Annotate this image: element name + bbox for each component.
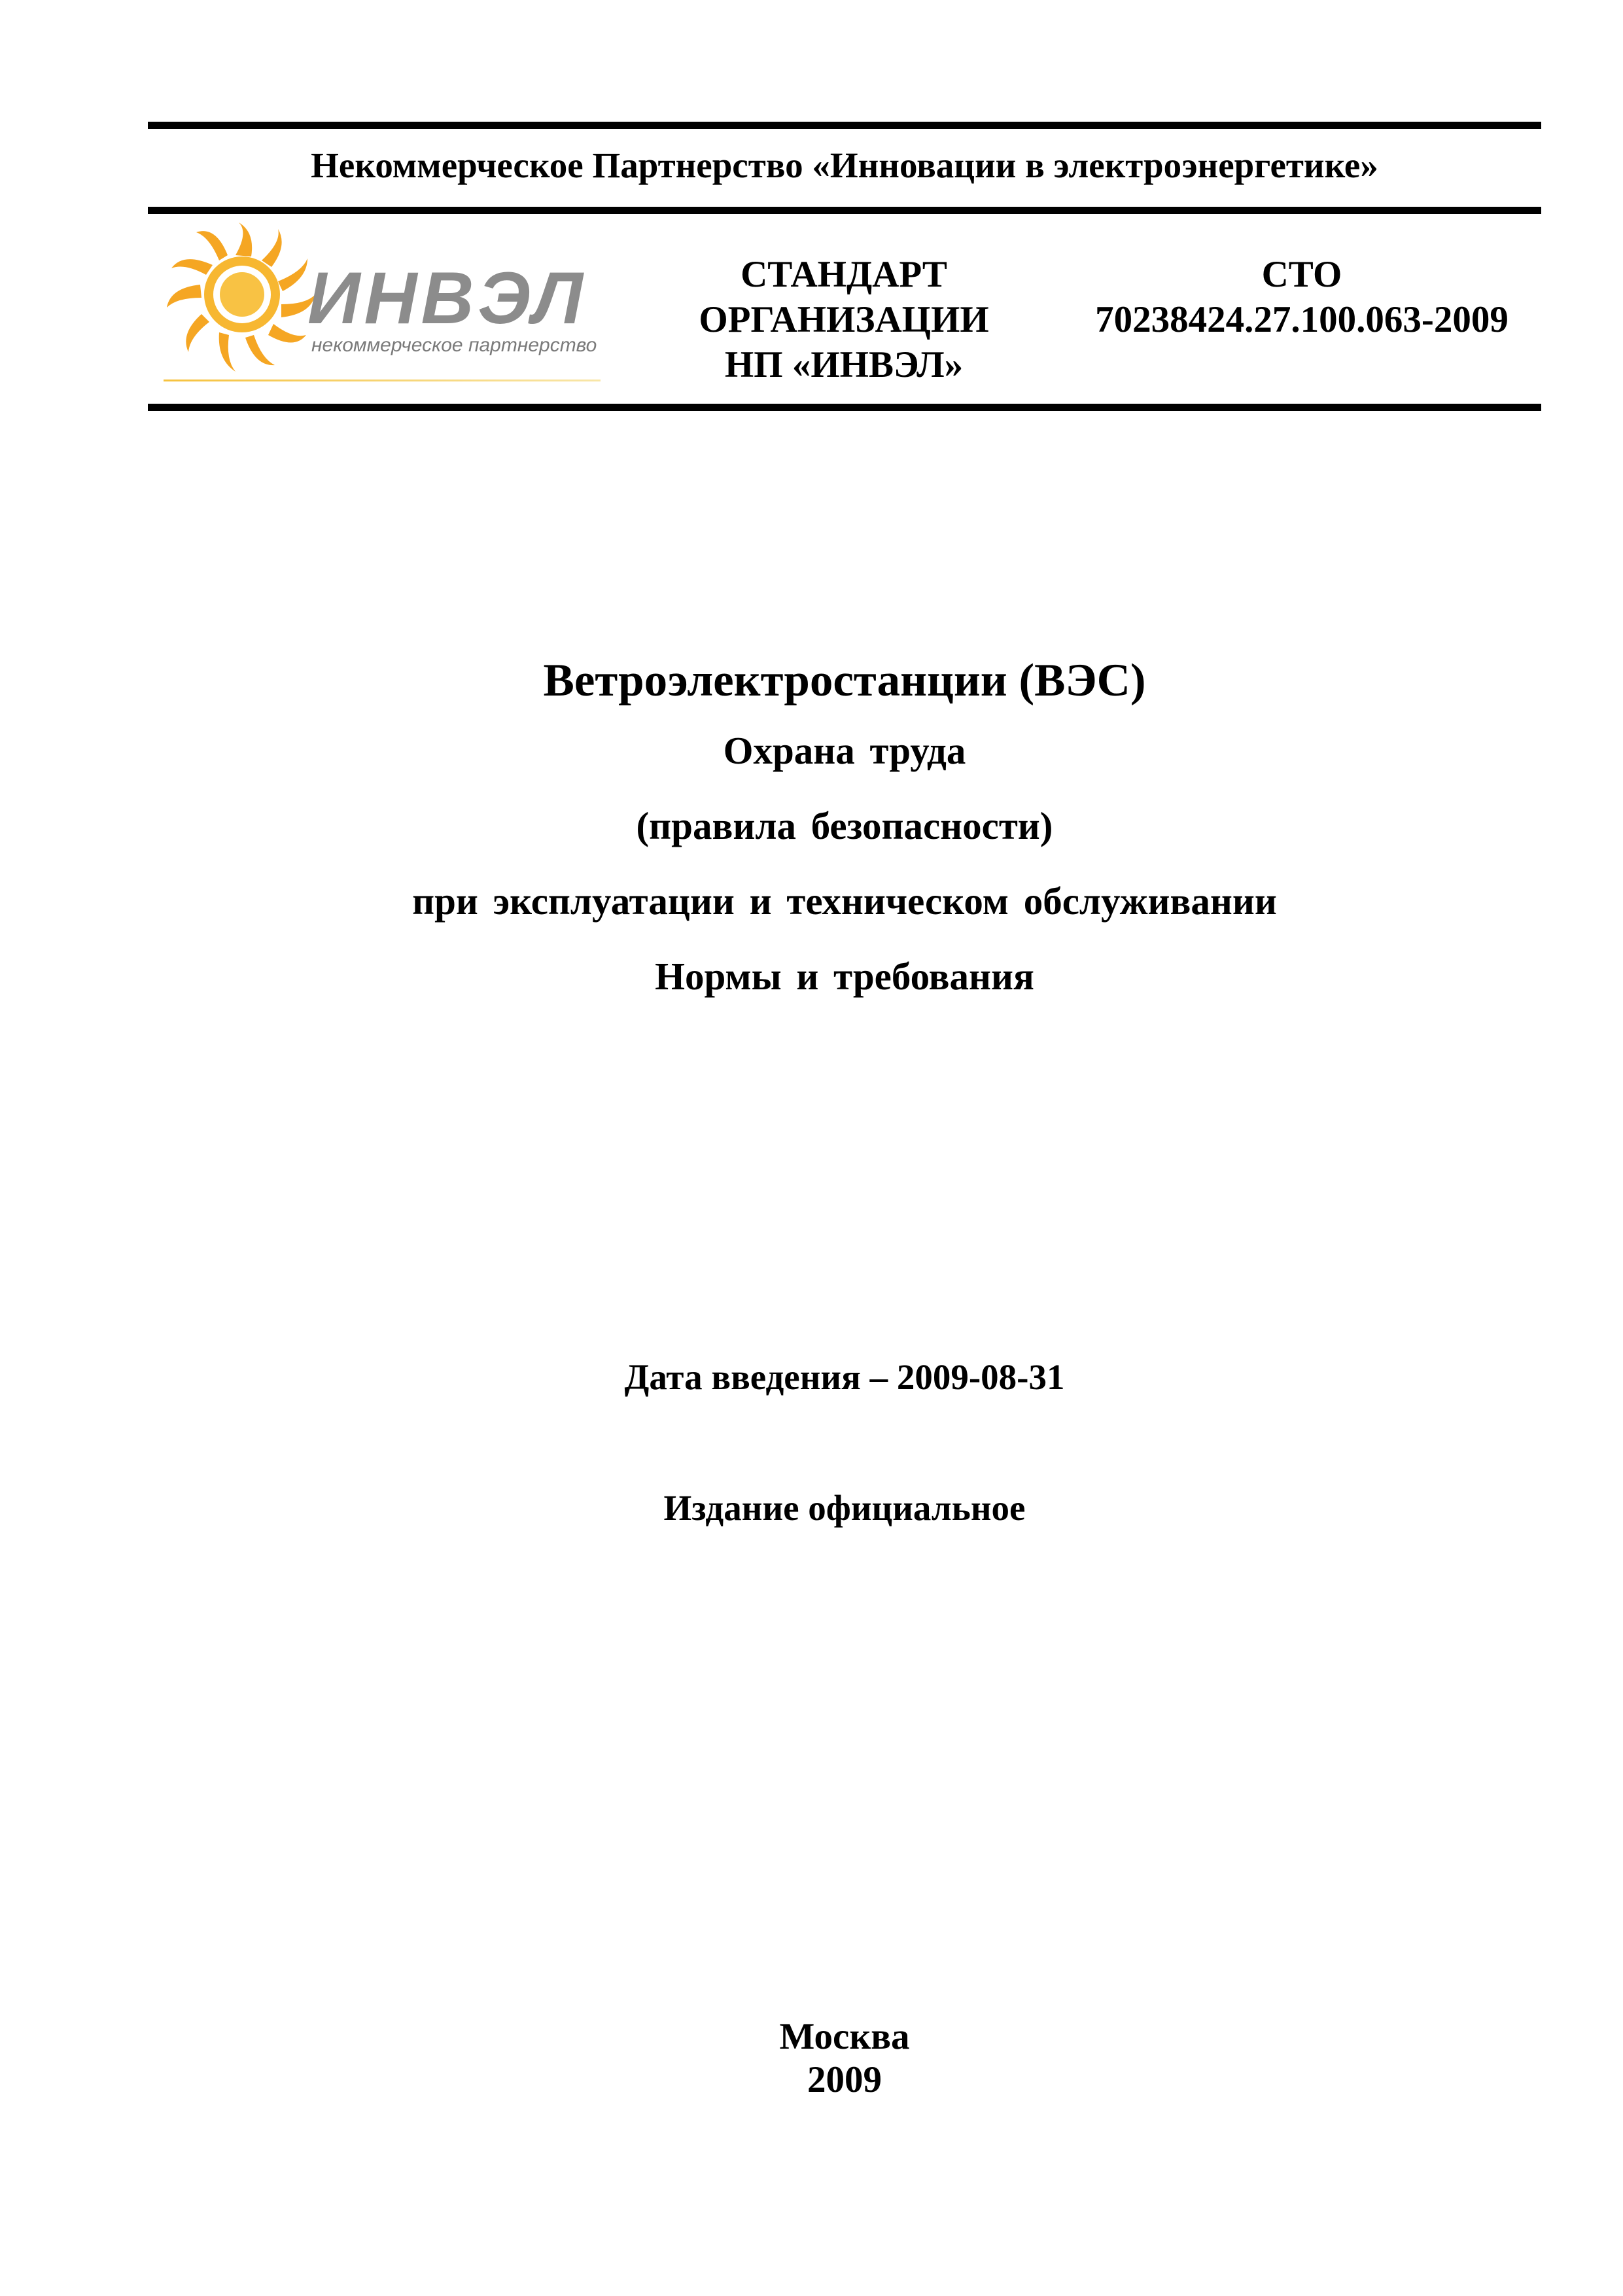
- standard-line-1: СТАНДАРТ: [741, 254, 947, 295]
- edition-label: Издание официальное: [663, 1488, 1026, 1528]
- document-title: [148, 648, 1541, 1014]
- publication-year: 2009: [807, 2059, 882, 2100]
- standard-line-2: ОРГАНИЗАЦИИ: [699, 299, 989, 340]
- logo-underline: [164, 380, 601, 381]
- logo-wordmark: ИНВЭЛ: [307, 257, 587, 339]
- standard-code: [1060, 252, 1544, 342]
- title-line-1: Охрана труда: [723, 729, 966, 772]
- invel-logo: [157, 222, 608, 393]
- logo-subtitle: некоммерческое партнерство: [311, 334, 597, 356]
- city-name: Москва: [779, 2016, 910, 2057]
- standard-designation: [654, 252, 1034, 387]
- code-number: 70238424.27.100.063-2009: [1095, 299, 1509, 340]
- title-line-3: при эксплуатации и техническом обслуживании: [412, 879, 1277, 923]
- standard-line-3: НП «ИНВЭЛ»: [724, 344, 964, 385]
- middle-rule: [148, 207, 1541, 214]
- bottom-rule: [148, 404, 1541, 411]
- title-line-2: (правила безопасности): [636, 804, 1053, 847]
- code-prefix: СТО: [1261, 254, 1342, 295]
- organization-name: Некоммерческое Партнерство «Инновации в электроэнергетике»: [311, 145, 1378, 185]
- publication-place: [148, 2015, 1541, 2102]
- top-rule: [148, 122, 1541, 129]
- title-main: Ветроэлектростанции (ВЭС): [543, 655, 1146, 706]
- title-line-4: Нормы и требования: [655, 955, 1034, 998]
- introduction-date: Дата введения – 2009-08-31: [624, 1357, 1065, 1397]
